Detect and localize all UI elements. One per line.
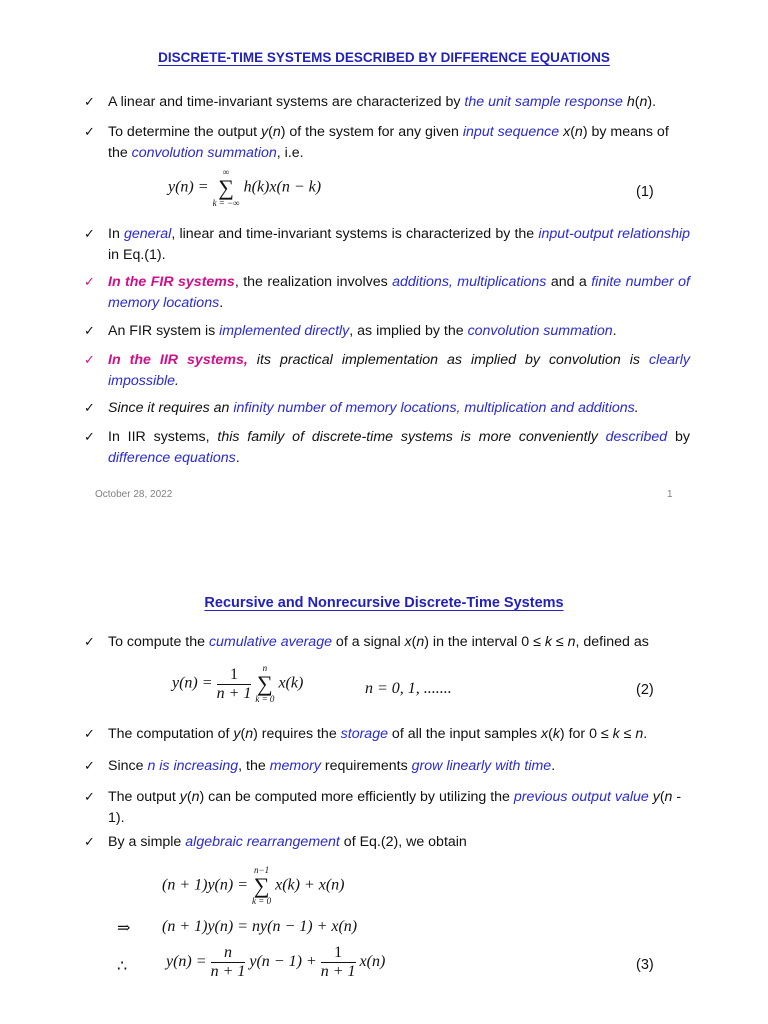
bullet-6: ✓ In the IIR systems, its practical implementation as implied by convolution is clearly impossible.: [84, 352, 691, 389]
check-icon: ✓: [84, 352, 95, 367]
fraction: $\frac{1}{n + 1}$: [216, 665, 252, 702]
bullet-8: ✓ In IIR systems, this family of discrete-time systems is more conveniently described by difference equations.: [84, 429, 690, 466]
slide-2-title: Recursive and Nonrecursive Discrete-Time Systems: [204, 595, 564, 611]
check-icon: ✓: [84, 726, 95, 741]
summation: ∞ ∑ k = −∞: [212, 167, 240, 208]
bullet-s2-1: ✓ To compute the cumulative average of a signal x(n) in the interval 0 ≤ k ≤ n, defined as: [84, 632, 690, 653]
bullet-4: ✓ In the FIR systems, the realization involves additions, multiplications and a finite number of memory locations.: [84, 274, 690, 311]
equation-3c: y(n) = $\frac{n}{n + 1}$ y(n − 1) + $\frac{1}{n + 1}$ x(n): [166, 944, 386, 980]
footer-page-number: 1: [667, 489, 673, 500]
check-icon: ✓: [84, 94, 95, 109]
bullet-2: ✓ To determine the output y(n) of the system for any given input sequence x(n) by means of the convolution summation, i.e.: [84, 124, 669, 161]
equation-2-number: (2): [636, 682, 654, 698]
bullet-s2-5: ✓ By a simple algebraic rearrangement of Eq.(2), we obtain: [84, 832, 690, 853]
check-icon: ✓: [84, 834, 95, 849]
footer-date: October 28, 2022: [95, 489, 173, 500]
equation-1: y(n) = ∞ ∑ k = −∞ h(k)x(n − k): [168, 167, 322, 208]
implies-symbol: ⇒: [117, 920, 131, 937]
fraction: $\frac{n}{n + 1}$: [210, 944, 246, 980]
check-icon: ✓: [84, 274, 95, 289]
equation-2-range: n = 0, 1, .......: [365, 680, 452, 697]
summation: n−1 ∑ k = 0: [252, 865, 272, 906]
fraction: $\frac{1}{n + 1}$: [320, 944, 356, 980]
check-icon: ✓: [84, 124, 95, 139]
bullet-1: ✓ A linear and time-invariant systems are characterized by the unit sample response h(n).: [84, 92, 690, 113]
bullet-s2-2: ✓ The computation of y(n) requires the storage of all the input samples x(k) for 0 ≤ k ≤ n.: [84, 724, 690, 745]
check-icon: ✓: [84, 323, 95, 338]
summation: n ∑ k = 0: [255, 663, 275, 704]
check-icon: ✓: [84, 758, 95, 773]
bullet-3: ✓ In general, linear and time-invariant systems is characterized by the input-output relationship in Eq.(1).: [84, 226, 691, 263]
therefore-symbol: ∴: [117, 958, 128, 975]
equation-1-number: (1): [636, 184, 654, 200]
slide-1-title: DISCRETE-TIME SYSTEMS DESCRIBED BY DIFFERENCE EQUATIONS: [158, 50, 610, 65]
check-icon: ✓: [84, 634, 95, 649]
bullet-7: ✓ Since it requires an infinity number of memory locations, multiplication and additions.: [84, 398, 690, 419]
check-icon: ✓: [84, 789, 95, 804]
equation-3-number: (3): [636, 957, 654, 973]
check-icon: ✓: [84, 429, 95, 444]
equation-3a: (n + 1)y(n) = n−1 ∑ k = 0 x(k) + x(n): [162, 865, 345, 906]
equation-2: y(n) = $\frac{1}{n + 1}$ n ∑ k = 0 x(k): [172, 663, 304, 704]
check-icon: ✓: [84, 400, 95, 415]
check-icon: ✓: [84, 226, 95, 241]
bullet-5: ✓ An FIR system is implemented directly, as implied by the convolution summation.: [84, 321, 690, 342]
equation-3b: (n + 1)y(n) = ny(n − 1) + x(n): [162, 918, 358, 935]
bullet-s2-3: ✓ Since n is increasing, the memory requirements grow linearly with time.: [84, 756, 690, 777]
bullet-s2-4: ✓ The output y(n) can be computed more efficiently by utilizing the previous output value y(n - 1).: [84, 789, 682, 826]
